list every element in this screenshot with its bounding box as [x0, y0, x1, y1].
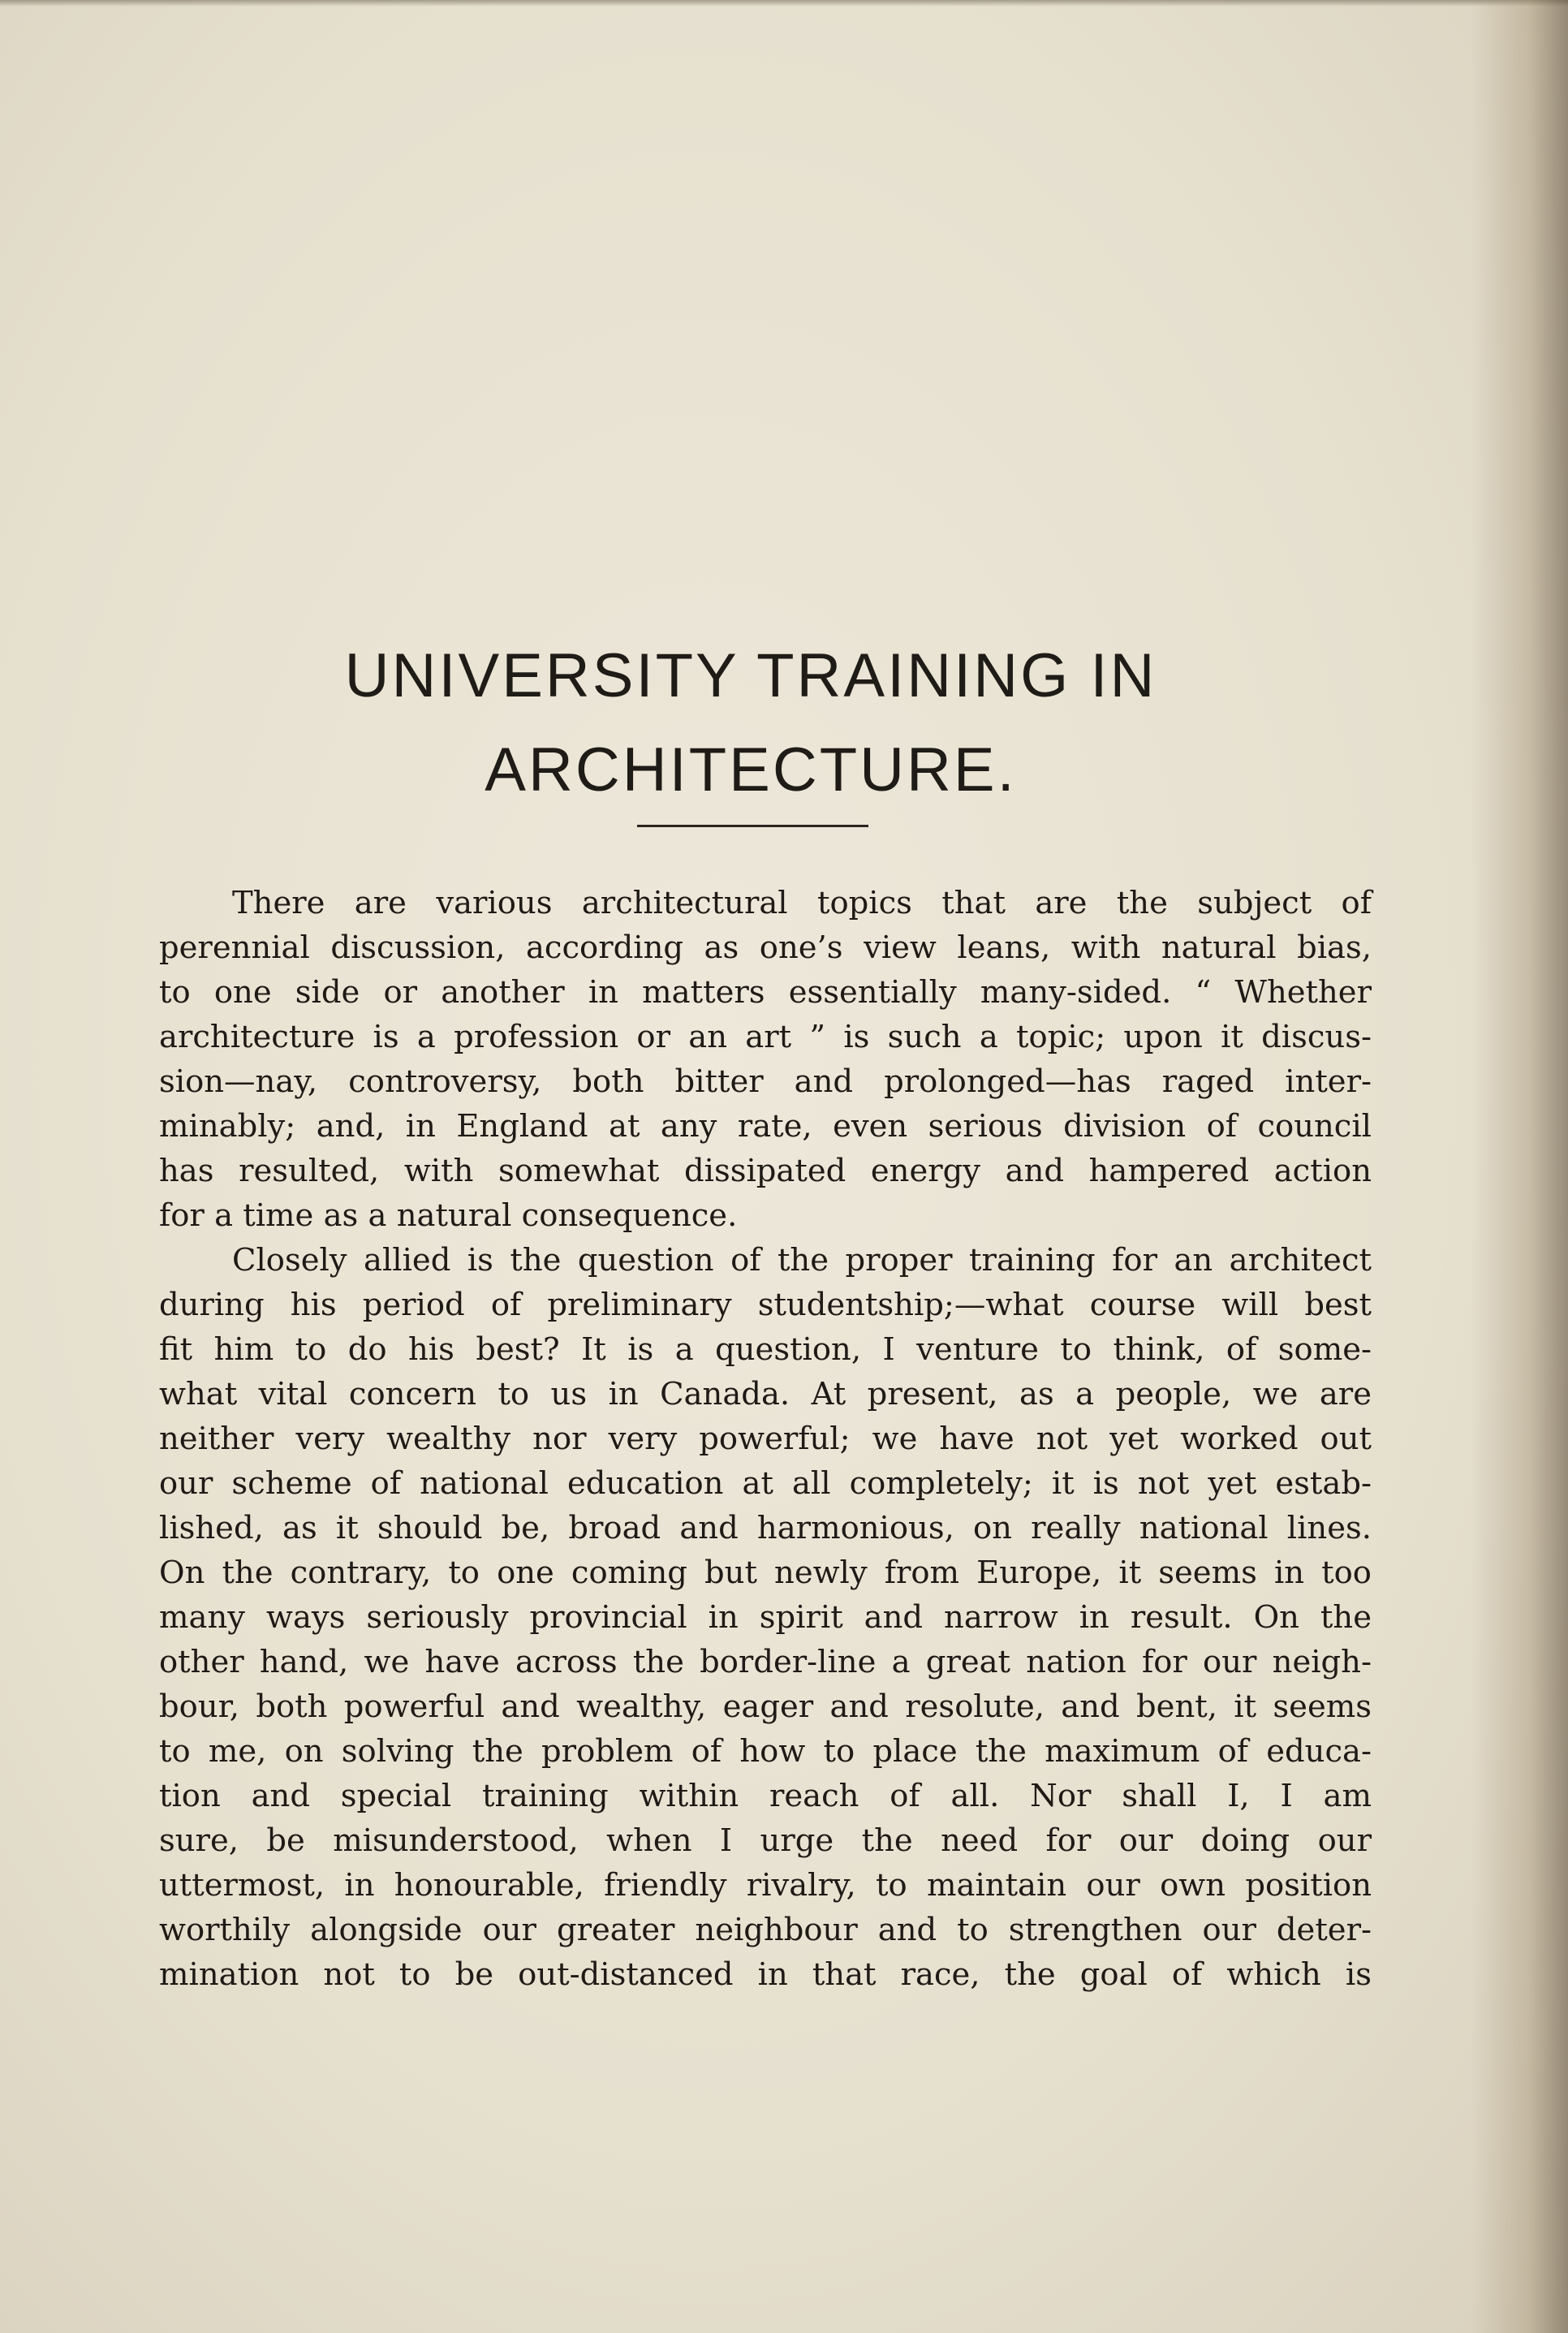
- page-top-edge: [0, 0, 1568, 6]
- text-line: Closely allied is the question of the proper training for an architect: [232, 1242, 1372, 1279]
- text-line: bour, both powerful and wealthy, eager and resolute, and bent, it seems: [159, 1688, 1372, 1725]
- text-line: for a time as a natural consequence.: [159, 1197, 738, 1234]
- text-line: uttermost, in honourable, friendly rivalry, to maintain our own position: [159, 1867, 1372, 1904]
- paragraph-2: [159, 1238, 1372, 1997]
- text-line: fit him to do his best? It is a question, I venture to think, of some-: [159, 1331, 1372, 1368]
- text-line: lished, as it should be, broad and harmonious, on really national lines.: [159, 1510, 1372, 1546]
- text-line: other hand, we have across the border-line a great nation for our neigh-: [159, 1644, 1372, 1680]
- paragraph-1: [159, 881, 1372, 1238]
- text-line: minably; and, in England at any rate, even serious division of council: [159, 1108, 1372, 1145]
- text-line: sure, be misunderstood, when I urge the need for our doing our: [159, 1822, 1372, 1859]
- article-title-line-1: UNIVERSITY TRAINING IN: [344, 641, 1157, 710]
- text-line: There are various architectural topics that are the subject of: [232, 885, 1372, 921]
- text-line: sion—nay, controversy, both bitter and prolonged—has raged inter-: [159, 1063, 1372, 1100]
- text-line: mination not to be out-distanced in that race, the goal of which is: [159, 1956, 1372, 1993]
- article-title-line-2: ARCHITECTURE.: [485, 735, 1017, 804]
- text-line: what vital concern to us in Canada. At present, as a people, we are: [159, 1376, 1372, 1412]
- text-line: our scheme of national education at all completely; it is not yet estab-: [159, 1465, 1372, 1502]
- text-line: perennial discussion, according as one’s view leans, with natural bias,: [159, 929, 1372, 966]
- text-line: many ways seriously provincial in spirit and narrow in result. On the: [159, 1599, 1372, 1636]
- text-line: neither very wealthy nor very powerful; we have not yet worked out: [159, 1421, 1372, 1457]
- text-line: has resulted, with somewhat dissipated energy and hampered action: [159, 1153, 1372, 1189]
- text-line: architecture is a profession or an art ” is such a topic; upon it discus-: [159, 1019, 1372, 1055]
- text-line: On the contrary, to one coming but newly from Europe, it seems in too: [159, 1555, 1372, 1591]
- text-line: to me, on solving the problem of how to place the maximum of educa-: [159, 1733, 1372, 1770]
- page-gutter-shadow: [1471, 0, 1568, 2333]
- title-divider-rule: [637, 825, 868, 827]
- text-line: worthily alongside our greater neighbour and to strengthen our deter-: [159, 1912, 1372, 1948]
- article-title: [162, 629, 1339, 817]
- article-body: [159, 881, 1372, 1997]
- text-line: during his period of preliminary studentship;—what course will best: [159, 1287, 1372, 1323]
- text-line: to one side or another in matters essentially many-sided. “ Whether: [159, 974, 1372, 1011]
- text-line: tion and special training within reach of all. Nor shall I, I am: [159, 1778, 1372, 1814]
